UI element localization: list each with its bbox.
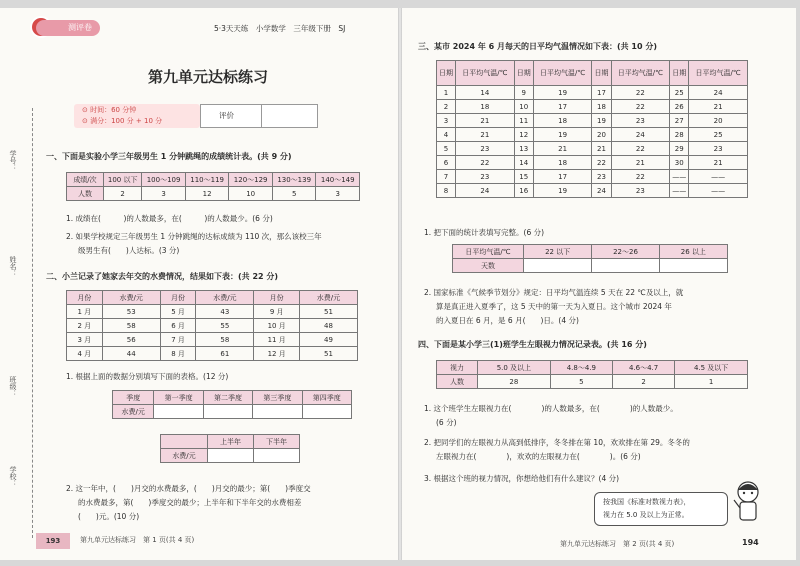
q2-header: 月份	[67, 291, 103, 305]
q3-cell: 7	[437, 170, 456, 184]
q1-header: 130～139	[272, 173, 316, 187]
q4-cell: 5	[550, 375, 612, 389]
student-cartoon-icon	[732, 478, 766, 526]
half-header	[161, 435, 208, 449]
score-box	[200, 104, 318, 128]
q2-cell: 61	[196, 347, 254, 361]
q1-header: 110～119	[185, 173, 229, 187]
q3-cell: 22	[456, 156, 515, 170]
season-answer-cell[interactable]	[154, 405, 203, 419]
q4-sub1-score: (6 分)	[436, 418, 457, 427]
q3-cell: 11	[514, 114, 533, 128]
q2-table	[66, 290, 358, 361]
q2-header: 月份	[254, 291, 300, 305]
q2-cell: 11 月	[254, 333, 300, 347]
q3-cell: 30	[670, 156, 689, 170]
q1-cell: 10	[229, 187, 273, 201]
q4-header: 4.6～4.7	[612, 361, 674, 375]
q3-cell: 22	[611, 142, 670, 156]
q2-sub2-line3: ( )元。(10 分)	[78, 512, 140, 521]
q4-table	[436, 360, 748, 389]
q3-cell: 3	[437, 114, 456, 128]
q3-cell: 21	[456, 114, 515, 128]
q4-header: 4.8～4.9	[550, 361, 612, 375]
tip-line1: 按我国《标准对数视力表》，	[603, 498, 691, 506]
q3-header: 日期	[514, 61, 533, 86]
season-header: 季度	[113, 391, 154, 405]
season-answer-cell[interactable]	[253, 405, 302, 419]
q3-cell: 19	[533, 86, 592, 100]
q1-sub1: 1. 成绩在( )的人数最多，在( )的人数最少。(6 分)	[66, 214, 273, 223]
summary-header: 22 以下	[524, 245, 592, 259]
q3-cell: 21	[689, 156, 748, 170]
half-header: 下半年	[254, 435, 300, 449]
q2-cell: 2 月	[67, 319, 103, 333]
q3-cell: 22	[611, 170, 670, 184]
half-row-label: 水费/元	[161, 449, 208, 463]
season-answer-cell[interactable]	[203, 405, 252, 419]
q1-cell: 5	[272, 187, 316, 201]
q3-cell: 14	[514, 156, 533, 170]
q3-cell: 20	[689, 114, 748, 128]
q1-heading: 一、下面是实验小学三年级男生 1 分钟跳绳的成绩统计表。(共 9 分)	[46, 152, 292, 161]
q2-header: 月份	[160, 291, 196, 305]
q2-cell: 44	[102, 347, 160, 361]
school-label: 学校：	[9, 466, 17, 487]
score-cell[interactable]	[261, 105, 319, 127]
time-label: ⊙ 时间：60 分钟	[82, 106, 137, 114]
summary-header: 26 以上	[659, 245, 727, 259]
q3-heading: 三、某市 2024 年 6 月每天的日平均气温情况如下表：(共 10 分)	[418, 42, 657, 51]
class-label: 班级：	[9, 376, 17, 397]
q2-cell: 53	[102, 305, 160, 319]
q2-cell: 51	[299, 305, 357, 319]
q3-header: 日期	[437, 61, 456, 86]
right-footer: 第九单元达标练习 第 2 页(共 4 页)	[560, 540, 675, 548]
q3-cell: 19	[592, 114, 611, 128]
q3-cell: ——	[670, 184, 689, 198]
q3-cell: 4	[437, 128, 456, 142]
q3-header: 日平均气温/℃	[533, 61, 592, 86]
q3-sub1: 1. 把下面的统计表填写完整。(6 分)	[424, 228, 545, 237]
q3-cell: 14	[456, 86, 515, 100]
season-header: 第四季度	[302, 391, 351, 405]
q3-cell: ——	[689, 184, 748, 198]
q2-cell: 12 月	[254, 347, 300, 361]
q4-cell: 1	[675, 375, 748, 389]
q1-header: 120～129	[229, 173, 273, 187]
q2-sub2-line1: 2. 这一年中，( )月交的水费最多，( )月交的最少；第( )季度交	[66, 484, 311, 493]
q3-cell: 9	[514, 86, 533, 100]
q3-header: 日平均气温/℃	[456, 61, 515, 86]
q3-cell: 23	[611, 184, 670, 198]
q3-cell: 27	[670, 114, 689, 128]
q3-cell: 17	[533, 170, 592, 184]
q2-cell: 1 月	[67, 305, 103, 319]
q3-cell: 15	[514, 170, 533, 184]
q2-header: 水费/元	[196, 291, 254, 305]
q3-cell: 24	[456, 184, 515, 198]
q3-cell: 12	[514, 128, 533, 142]
q4-row-label: 人数	[437, 375, 478, 389]
q3-cell: 19	[533, 184, 592, 198]
q1-header: 成绩/次	[67, 173, 104, 187]
q3-sub2-line1: 2. 国家标准《气候季节划分》规定：日平均气温连续 5 天在 22 ℃及以上，就	[424, 288, 684, 297]
season-header: 第三季度	[253, 391, 302, 405]
q3-cell: 20	[592, 128, 611, 142]
half-header: 上半年	[208, 435, 254, 449]
temp-summary-table	[452, 244, 728, 273]
left-page-number: 193	[36, 533, 70, 549]
q4-sub2-line2: 左眼视力在( )，欢欢的左眼视力在( )。(6 分)	[436, 452, 641, 461]
student-id-label: 学号：	[9, 150, 17, 171]
series-label: 5·3天天练 小学数学 三年级下册 SJ	[214, 24, 346, 33]
summary-row-label: 天数	[453, 259, 524, 273]
q1-cell: 12	[185, 187, 229, 201]
q3-cell: 18	[456, 100, 515, 114]
q4-cell: 28	[478, 375, 551, 389]
q4-sub2-line1: 2. 把同学们的左眼视力从高到低排序，冬冬排在第 10，欢欢排在第 29。冬冬的	[424, 438, 690, 447]
season-answer-cell[interactable]	[302, 405, 351, 419]
q2-cell: 7 月	[160, 333, 196, 347]
q3-cell: 28	[670, 128, 689, 142]
q2-cell: 58	[102, 319, 160, 333]
q3-cell: 29	[670, 142, 689, 156]
name-label: 姓名：	[9, 256, 17, 277]
tip-note	[594, 492, 728, 526]
q3-cell: 13	[514, 142, 533, 156]
q3-cell: 8	[437, 184, 456, 198]
q2-cell: 49	[299, 333, 357, 347]
q1-sub2-line1: 2. 如果学校规定三年级男生 1 分钟跳绳的达标成绩为 110 次，那么该校三年	[66, 232, 322, 241]
q3-cell: 18	[533, 156, 592, 170]
page-title: 第九单元达标练习	[148, 68, 269, 86]
q3-cell: 24	[611, 128, 670, 142]
q3-cell: ——	[670, 170, 689, 184]
q3-cell: 23	[611, 114, 670, 128]
season-row-label: 水费/元	[113, 405, 154, 419]
q2-cell: 43	[196, 305, 254, 319]
q1-cell: 3	[142, 187, 186, 201]
q3-cell: 24	[689, 86, 748, 100]
q2-sub2-line2: 的水费最多，第( )季度交的最少；上半年和下半年交的水费相差	[78, 498, 302, 507]
q4-sub3: 3. 根据这个班的视力情况，你想给他们有什么建议？(4 分)	[424, 474, 620, 483]
season-table	[112, 390, 352, 419]
q3-sub2-line3: 的入夏日在 6 月，是 6 月( )日。(4 分)	[436, 316, 579, 325]
q2-cell: 48	[299, 319, 357, 333]
q3-cell: 25	[689, 128, 748, 142]
q2-cell: 9 月	[254, 305, 300, 319]
q3-cell: 19	[533, 128, 592, 142]
q3-header: 日平均气温/℃	[611, 61, 670, 86]
q3-cell: 6	[437, 156, 456, 170]
q4-heading: 四、下面是某小学三(1)班学生左眼视力情况记录表。(共 16 分)	[418, 340, 647, 349]
summary-header: 日平均气温/℃	[453, 245, 524, 259]
q3-cell: 21	[533, 142, 592, 156]
q3-cell: 23	[456, 170, 515, 184]
q1-cell: 2	[104, 187, 142, 201]
q3-cell: 23	[592, 170, 611, 184]
q2-cell: 5 月	[160, 305, 196, 319]
q3-cell: 21	[689, 100, 748, 114]
left-footer: 第九单元达标练习 第 1 页(共 4 页)	[80, 536, 195, 544]
q2-cell: 6 月	[160, 319, 196, 333]
q2-header: 水费/元	[102, 291, 160, 305]
q2-sub1: 1. 根据上面的数据分别填写下面的表格。(12 分)	[66, 372, 229, 381]
q3-cell: 22	[611, 86, 670, 100]
q3-header: 日平均气温/℃	[689, 61, 748, 86]
right-page-number: 194	[742, 538, 759, 547]
summary-header: 22～26	[592, 245, 659, 259]
q4-header: 5.0 及以上	[478, 361, 551, 375]
q3-cell: 21	[611, 156, 670, 170]
q3-cell: 2	[437, 100, 456, 114]
q3-cell: 22	[592, 156, 611, 170]
q3-cell: 16	[514, 184, 533, 198]
q3-cell: 26	[670, 100, 689, 114]
full-score-label: ⊙ 满分：100 分 + 10 分	[82, 117, 163, 125]
q1-cell: 3	[316, 187, 360, 201]
q3-cell: 17	[533, 100, 592, 114]
q3-cell: 21	[456, 128, 515, 142]
summary-answer-cell[interactable]	[592, 259, 659, 273]
left-page	[0, 8, 398, 560]
q3-cell: 18	[533, 114, 592, 128]
info-box	[74, 104, 200, 128]
q1-header: 100～109	[142, 173, 186, 187]
summary-answer-cell[interactable]	[524, 259, 592, 273]
q3-sub2-line2: 算是真正进入夏季了，这 5 天中的第一天为入夏日。这个城市 2024 年	[436, 302, 672, 311]
test-badge: 测评卷	[36, 20, 100, 36]
q3-cell: 23	[456, 142, 515, 156]
q4-header: 4.5 及以下	[675, 361, 748, 375]
q1-sub2-line2: 级男生有( )人达标。(3 分)	[78, 246, 180, 255]
binding-line	[32, 108, 33, 538]
q3-header: 日期	[670, 61, 689, 86]
q3-cell: 22	[611, 100, 670, 114]
half-year-table	[160, 434, 300, 463]
q2-cell: 55	[196, 319, 254, 333]
q4-sub1: 1. 这个班学生左眼视力在( )的人数最多，在( )的人数最少。	[424, 404, 678, 413]
q1-row-label: 人数	[67, 187, 104, 201]
q2-cell: 8 月	[160, 347, 196, 361]
q3-cell: 10	[514, 100, 533, 114]
q2-cell: 10 月	[254, 319, 300, 333]
q4-cell: 2	[612, 375, 674, 389]
q3-cell: 24	[592, 184, 611, 198]
season-header: 第二季度	[203, 391, 252, 405]
q3-cell: 1	[437, 86, 456, 100]
q2-header: 水费/元	[299, 291, 357, 305]
q2-cell: 56	[102, 333, 160, 347]
q2-cell: 3 月	[67, 333, 103, 347]
q2-cell: 4 月	[67, 347, 103, 361]
q1-header: 100 以下	[104, 173, 142, 187]
score-label: 评价	[219, 111, 234, 120]
q3-cell: 23	[689, 142, 748, 156]
q3-cell: 17	[592, 86, 611, 100]
half-answer-cell[interactable]	[254, 449, 300, 463]
q2-heading: 二、小兰记录了她家去年交的水费情况，结果如下表：(共 22 分)	[46, 272, 279, 281]
q4-header: 视力	[437, 361, 478, 375]
q1-table	[66, 172, 360, 201]
tip-line2: 视力在 5.0 及以上为正常。	[603, 511, 689, 519]
summary-answer-cell[interactable]	[659, 259, 727, 273]
q3-cell: 5	[437, 142, 456, 156]
q3-cell: ——	[689, 170, 748, 184]
q2-cell: 58	[196, 333, 254, 347]
q3-cell: 21	[592, 142, 611, 156]
half-answer-cell[interactable]	[208, 449, 254, 463]
q3-header: 日期	[592, 61, 611, 86]
q2-cell: 51	[299, 347, 357, 361]
q1-header: 140～149	[316, 173, 360, 187]
q3-cell: 25	[670, 86, 689, 100]
q3-table	[436, 60, 748, 198]
q3-cell: 18	[592, 100, 611, 114]
season-header: 第一季度	[154, 391, 203, 405]
